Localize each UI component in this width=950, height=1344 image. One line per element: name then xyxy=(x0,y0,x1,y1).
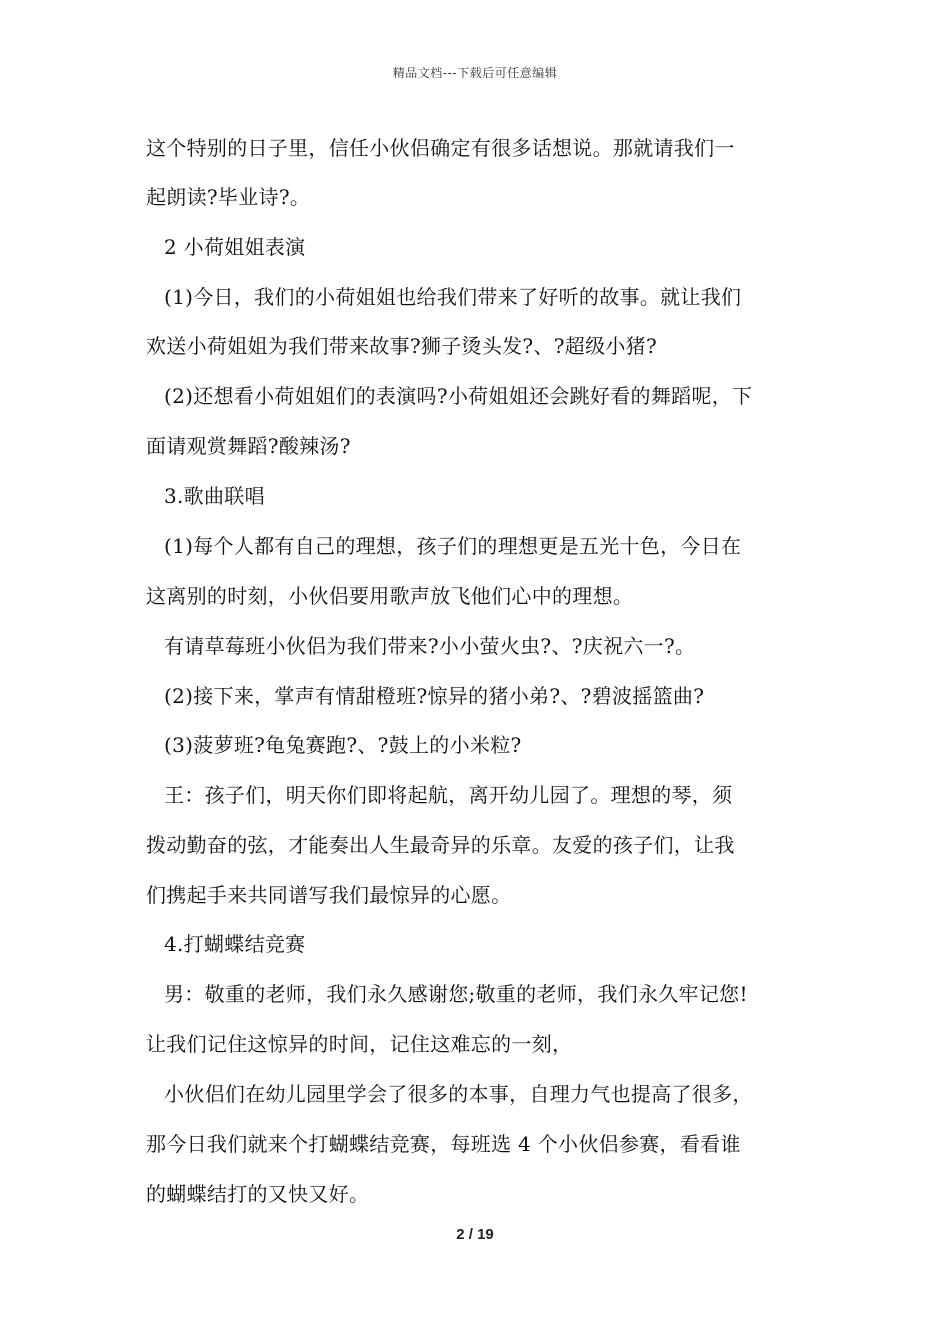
body-line: (2)还想看小荷姐姐们的表演吗?小荷姐姐还会跳好看的舞蹈呢，下 xyxy=(164,384,753,408)
section-heading: 4.打蝴蝶结竞赛 xyxy=(164,932,306,956)
body-line: (2)接下来，掌声有情甜橙班?惊异的猪小弟?、?碧波摇篮曲? xyxy=(164,684,705,708)
body-line: 这个特别的日子里，信任小伙侣确定有很多话想说。那就请我们一 xyxy=(146,136,735,160)
body-line: 面请观赏舞蹈?酸辣汤? xyxy=(146,434,351,458)
body-line: 的蝴蝶结打的又快又好。 xyxy=(146,1182,370,1206)
body-line: (3)菠萝班?龟兔赛跑?、?鼓上的小米粒? xyxy=(164,733,522,757)
body-line: 男：敬重的老师，我们永久感谢您;敬重的老师，我们永久牢记您! xyxy=(164,982,748,1006)
section-heading: 3.歌曲联唱 xyxy=(164,484,265,508)
page-header: 精品文档---下载后可任意编辑 xyxy=(392,66,558,80)
body-line: (1)每个人都有自己的理想，孩子们的理想更是五光十色，今日在 xyxy=(164,534,742,558)
body-line: 起朗读?毕业诗?。 xyxy=(146,185,311,209)
body-line: 拨动勤奋的弦，才能奏出人生最奇异的乐章。友爱的孩子们，让我 xyxy=(146,833,735,857)
body-line: 欢送小荷姐姐为我们带来故事?狮子烫头发?、?超级小猪? xyxy=(146,334,657,358)
body-line: 小伙侣们在幼儿园里学会了很多的本事，自理力气也提高了很多， xyxy=(164,1082,753,1106)
body-line: 让我们记住这惊异的时间，记住这难忘的一刻， xyxy=(146,1032,573,1056)
body-line: 有请草莓班小伙侣为我们带来?小小萤火虫?、?庆祝六一?。 xyxy=(164,634,696,658)
body-line: 这离别的时刻，小伙侣要用歌声放飞他们心中的理想。 xyxy=(146,584,634,608)
body-line: 们携起手来共同谱写我们最惊异的心愿。 xyxy=(146,883,512,907)
body-line: 王：孩子们，明天你们即将起航，离开幼儿园了。理想的琴，须 xyxy=(164,783,733,807)
body-line: (1)今日，我们的小荷姐姐也给我们带来了好听的故事。就让我们 xyxy=(164,285,742,309)
section-heading: 2 小荷姐姐表演 xyxy=(164,235,306,259)
body-line: 那今日我们就来个打蝴蝶结竞赛，每班选 4 个小伙侣参赛，看看谁 xyxy=(146,1132,741,1156)
page-indicator: 2 / 19 xyxy=(456,1226,494,1243)
